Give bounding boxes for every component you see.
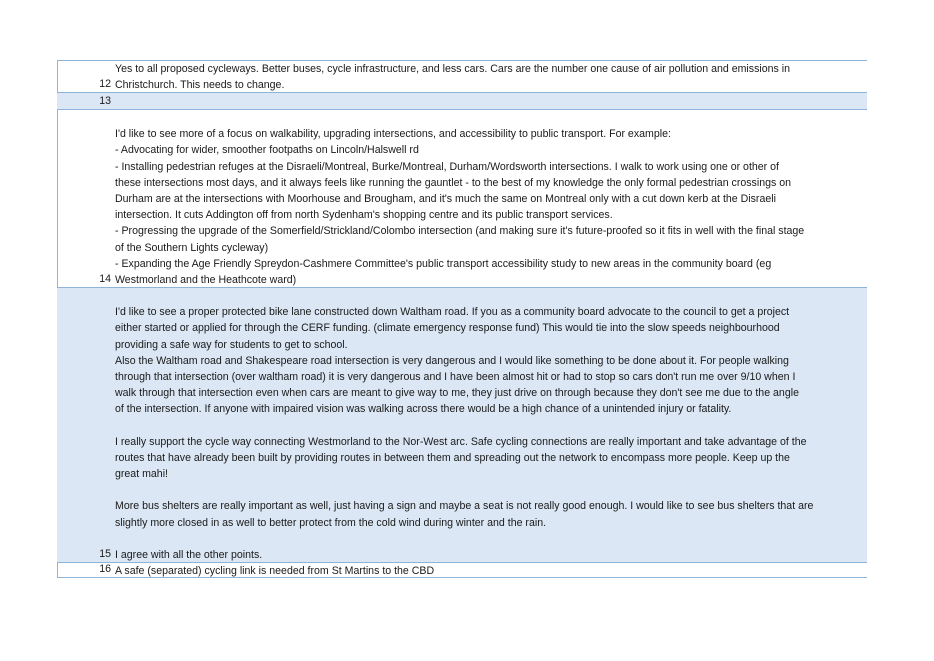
row-line: walk through that intersection even when cars are meant to give way to me, they just drive on through because they don't see me due to the angle [115, 387, 799, 400]
feedback-table [57, 60, 867, 578]
row-line: intersection. It cuts Addington off from north Sydenham's shopping centre and its public transport services. [115, 209, 613, 222]
row-number: 16 [99, 562, 111, 575]
row-line: - Expanding the Age Friendly Spreydon-Cashmere Committee's public transport accessibility study to new areas in the community board (eg [115, 257, 772, 270]
row-line: slightly more closed in as well to better protect from the cold wind during winter and the rain. [115, 516, 547, 529]
row-line: Christchurch. This needs to change. [115, 79, 285, 92]
row-line: Also the Waltham road and Shakespeare road intersection is very dangerous and I would like something to be done about it. For people walking [115, 354, 789, 367]
row-line: either started or applied for through the CERF funding. (climate emergency response fund) This would tie into the slow speeds neighbourhood [115, 322, 780, 335]
row-line [115, 110, 867, 126]
row-line: great mahi! [115, 468, 168, 481]
row-line [115, 288, 867, 304]
row-text [115, 288, 867, 563]
row-line: Westmorland and the Heathcote ward) [115, 273, 297, 286]
row-line: A safe (separated) cycling link is needed from St Martins to the CBD [115, 565, 435, 577]
row-line: - Progressing the upgrade of the Somerfield/Strickland/Colombo intersection (and making sure it's future-proofed so it fits in well with the final stage [115, 225, 805, 238]
row-text [115, 110, 867, 288]
row-line: I'd like to see a proper protected bike lane constructed down Waltham road. If you as a community board advocate to the council to get a project [115, 306, 790, 319]
row-line: of the intersection. If anyone with impaired vision was walking across there would be a high chance of a unintended injury or fatality. [115, 403, 732, 416]
row-line [115, 482, 867, 498]
row-line: I agree with all the other points. [115, 549, 263, 561]
table-row [57, 60, 867, 92]
row-line: - Advocating for wider, smoother footpaths on Lincoln/Halswell rd [115, 144, 419, 157]
row-line [115, 531, 867, 547]
row-line: - Installing pedestrian refuges at the Disraeli/Montreal, Burke/Montreal, Durham/Wordsworth intersections. I walk to work using one or other of [115, 160, 779, 173]
row-line: of the Southern Lights cycleway) [115, 241, 269, 254]
row-number: 12 [99, 77, 111, 90]
row-line: routes that have already been built by providing routes in between them and spreading out the network to encompass more people. Keep up the [115, 451, 790, 464]
row-line [115, 418, 867, 434]
row-line: these intersections most days, and it always feels like running the gauntlet - to the best of my knowledge the only formal pedestrian crossings on [115, 176, 792, 189]
row-text [115, 563, 867, 579]
table-row [57, 562, 867, 578]
table-row [57, 109, 867, 287]
row-line: I'd like to see more of a focus on walkability, upgrading intersections, and accessibility to public transport. For example: [115, 128, 671, 141]
row-number: 15 [99, 547, 111, 560]
table-row [57, 287, 867, 562]
row-text [115, 61, 867, 93]
row-line: providing a safe way for students to get to school. [115, 338, 348, 351]
row-line: Yes to all proposed cycleways. Better buses, cycle infrastructure, and less cars. Cars are the number one cause of air pollution and emissions in [115, 63, 791, 75]
table-row [57, 92, 867, 109]
row-line: through that intersection (over waltham road) it is very dangerous and I have been almost hit or had to stop so cars don't run me over 9/10 when I [115, 370, 796, 383]
row-number: 14 [99, 272, 111, 285]
row-number: 13 [99, 94, 111, 107]
row-line: More bus shelters are really important as well, just having a sign and maybe a seat is not really good enough. I would like to see bus shelters that are [115, 500, 814, 513]
row-line: I really support the cycle way connecting Westmorland to the Nor-West arc. Safe cycling connections are really important and take advantage of the [115, 435, 807, 448]
row-line: Durham are at the intersections with Moorhouse and Brougham, and it's much the same on Montreal only with a cut down kerb at the Disraeli [115, 192, 776, 205]
